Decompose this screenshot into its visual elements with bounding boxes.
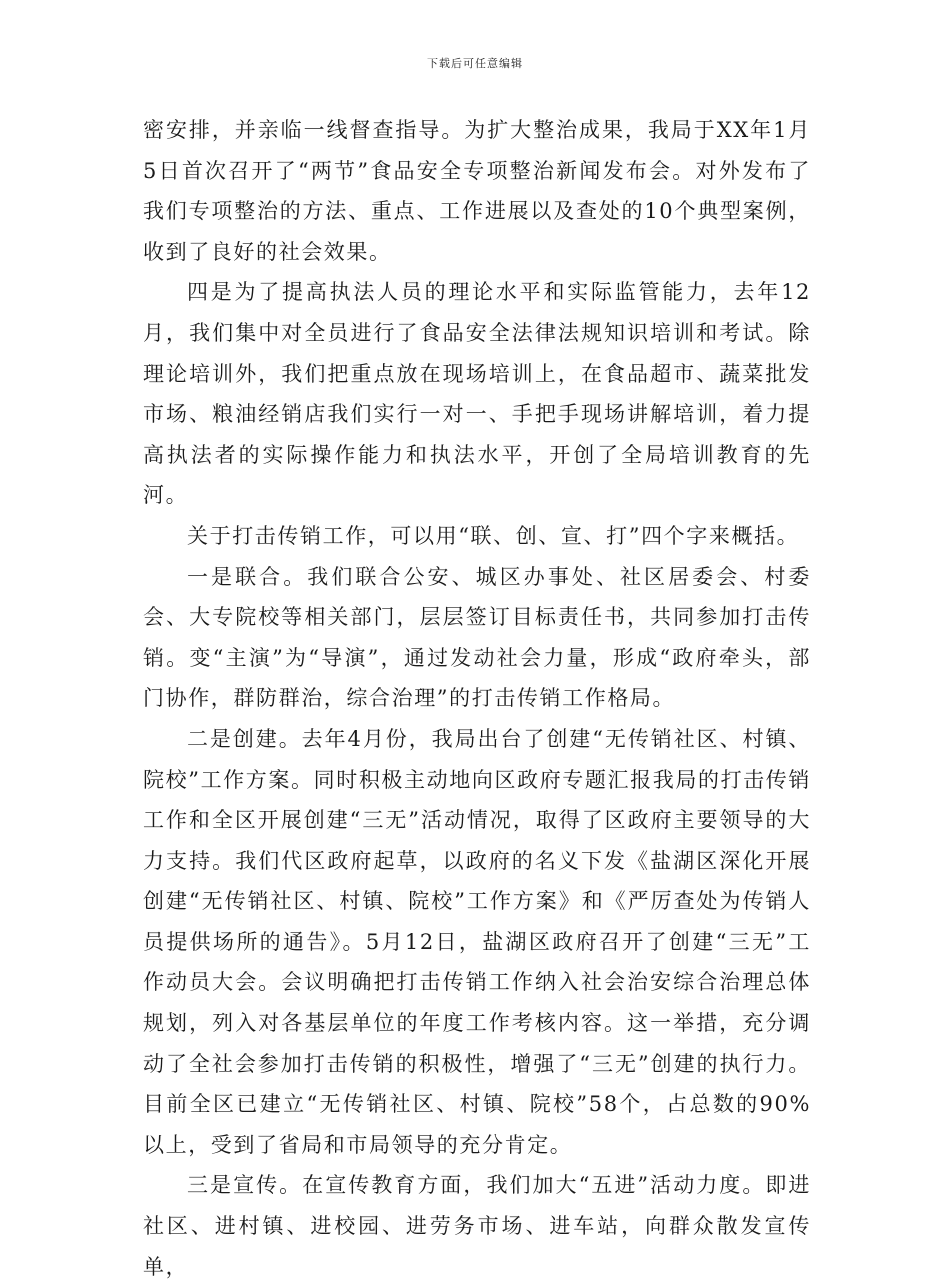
paragraph: 三是宣传。在宣传教育方面，我们加大“五进”活动力度。即进社区、进村镇、进校园、进劳务市场、进车站，向群众散发宣传单， xyxy=(143,1173,811,1279)
paragraph: 密安排，并亲临一线督查指导。为扩大整治成果，我局于XX年1月5日首次召开了“两节”食品安全专项整治新闻发布会。对外发布了我们专项整治的方法、重点、工作进展以及查处的10个典型案例，收到了良好的社会效果。 xyxy=(143,118,811,264)
paragraph: 四是为了提高执法人员的理论水平和实际监管能力，去年12月，我们集中对全员进行了食品安全法律法规知识培训和考试。除理论培训外，我们把重点放在现场培训上，在食品超市、蔬菜批发市场、粮油经销店我们实行一对一、手把手现场讲解培训，着力提高执法者的实际操作能力和执法水平，开创了全局培训教育的先河。 xyxy=(143,280,811,508)
paragraph: 二是创建。去年4月份，我局出台了创建“无传销社区、村镇、院校”工作方案。同时积极主动地向区政府专题汇报我局的打击传销工作和全区开展创建“三无”活动情况，取得了区政府主要领导的大力支持。我们代区政府起草，以政府的名义下发《盐湖区深化开展创建“无传销社区、村镇、院校”工作方案》和《严厉查处为传销人员提供场所的通告》。5月12日，盐湖区政府召开了创建“三无”工作动员大会。会议明确把打击传销工作纳入社会治安综合治理总体规划，列入对各基层单位的年度工作考核内容。这一举措，充分调动了全社会参加打击传销的积极性，增强了“三无”创建的执行力。目前全区已建立“无传销社区、村镇、院校”58个，占总数的90%以上，受到了省局和市局领导的充分肯定。 xyxy=(143,726,811,1157)
paragraph: 一是联合。我们联合公安、城区办事处、社区居委会、村委会、大专院校等相关部门，层层签订目标责任书，共同参加打击传销。变“主演”为“导演”，通过发动社会力量，形成“政府牵头，部门协作，群防群治，综合治理”的打击传销工作格局。 xyxy=(143,564,811,711)
document-body xyxy=(143,110,811,1287)
paragraph: 关于打击传销工作，可以用“联、创、宣、打”四个字来概括。 xyxy=(187,523,800,548)
page-header: 下载后可任意编辑 xyxy=(427,57,523,70)
